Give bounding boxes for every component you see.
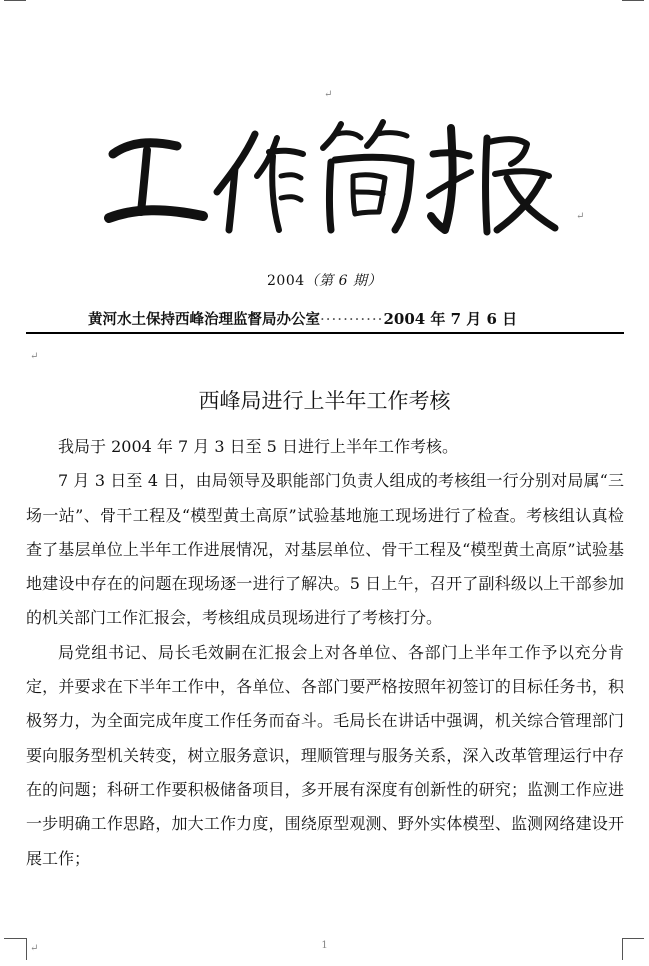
paragraph-mark-icon: ↵	[324, 89, 333, 100]
paragraph-mark-icon: ↵	[30, 351, 39, 362]
paragraph-mark-icon: ↵	[576, 211, 585, 222]
leader-dots: ···········	[320, 310, 384, 328]
paragraph-mark-icon: ↵	[30, 943, 39, 954]
page-number: 1	[321, 940, 328, 951]
issuer-org: 黄河水土保持西峰治理监督局办公室	[88, 312, 320, 328]
crop-mark-bottom-right	[622, 938, 644, 939]
issue-label: （第 6 期）	[304, 273, 382, 289]
article-paragraph: 7 月 3 日至 4 日，由局领导及职能部门负责人组成的考核组一行分别对局属“三场一站”、骨干工程及“模型黄土高原”试验基地施工现场进行了检查。考核组认真检查了基层单位上半年工作进展情况，对基层单位、骨干工程及“模型黄土高原”试验基地建设中存在的问题在现场逐一进行了解决。5 日上午，召开了副科级以上干部参加的机关部门工作汇报会，考核组成员现场进行了考核打分。	[26, 471, 624, 628]
article-headline: 西峰局进行上半年工作考核	[198, 389, 451, 413]
crop-mark-bottom-left	[4, 938, 26, 939]
article-body	[26, 430, 624, 876]
article-paragraph: 局党组书记、局长毛效嗣在汇报会上对各单位、各部门上半年工作予以充分肯定，并要求在下半年工作中，各单位、各部门要严格按照年初签订的目标任务书，积极努力，为全面完成年度工作任务而奋斗。毛局长在讲话中强调，机关综合管理部门要向服务型机关转变，树立服务意识，理顺管理与服务关系，深入改革管理运行中存在的问题；科研工作要积极储备项目，多开展有深度有创新性的研究；监测工作应进一步明确工作思路，加大工作力度，围绕原型观测、野外实体模型、监测网络建设开展工作；	[26, 642, 624, 868]
article-paragraph: 我局于 2004 年 7 月 3 日至 5 日进行上半年工作考核。	[58, 437, 458, 456]
issuer-line	[88, 308, 578, 330]
masthead-calligraphy	[95, 112, 565, 242]
issue-number	[0, 270, 649, 290]
crop-mark-top-left	[4, 0, 26, 1]
header-rule	[26, 332, 624, 334]
issue-year: 2004	[267, 273, 305, 289]
crop-mark-top-right	[622, 0, 644, 1]
issue-date: 2004 年 7 月 6 日	[383, 310, 518, 328]
